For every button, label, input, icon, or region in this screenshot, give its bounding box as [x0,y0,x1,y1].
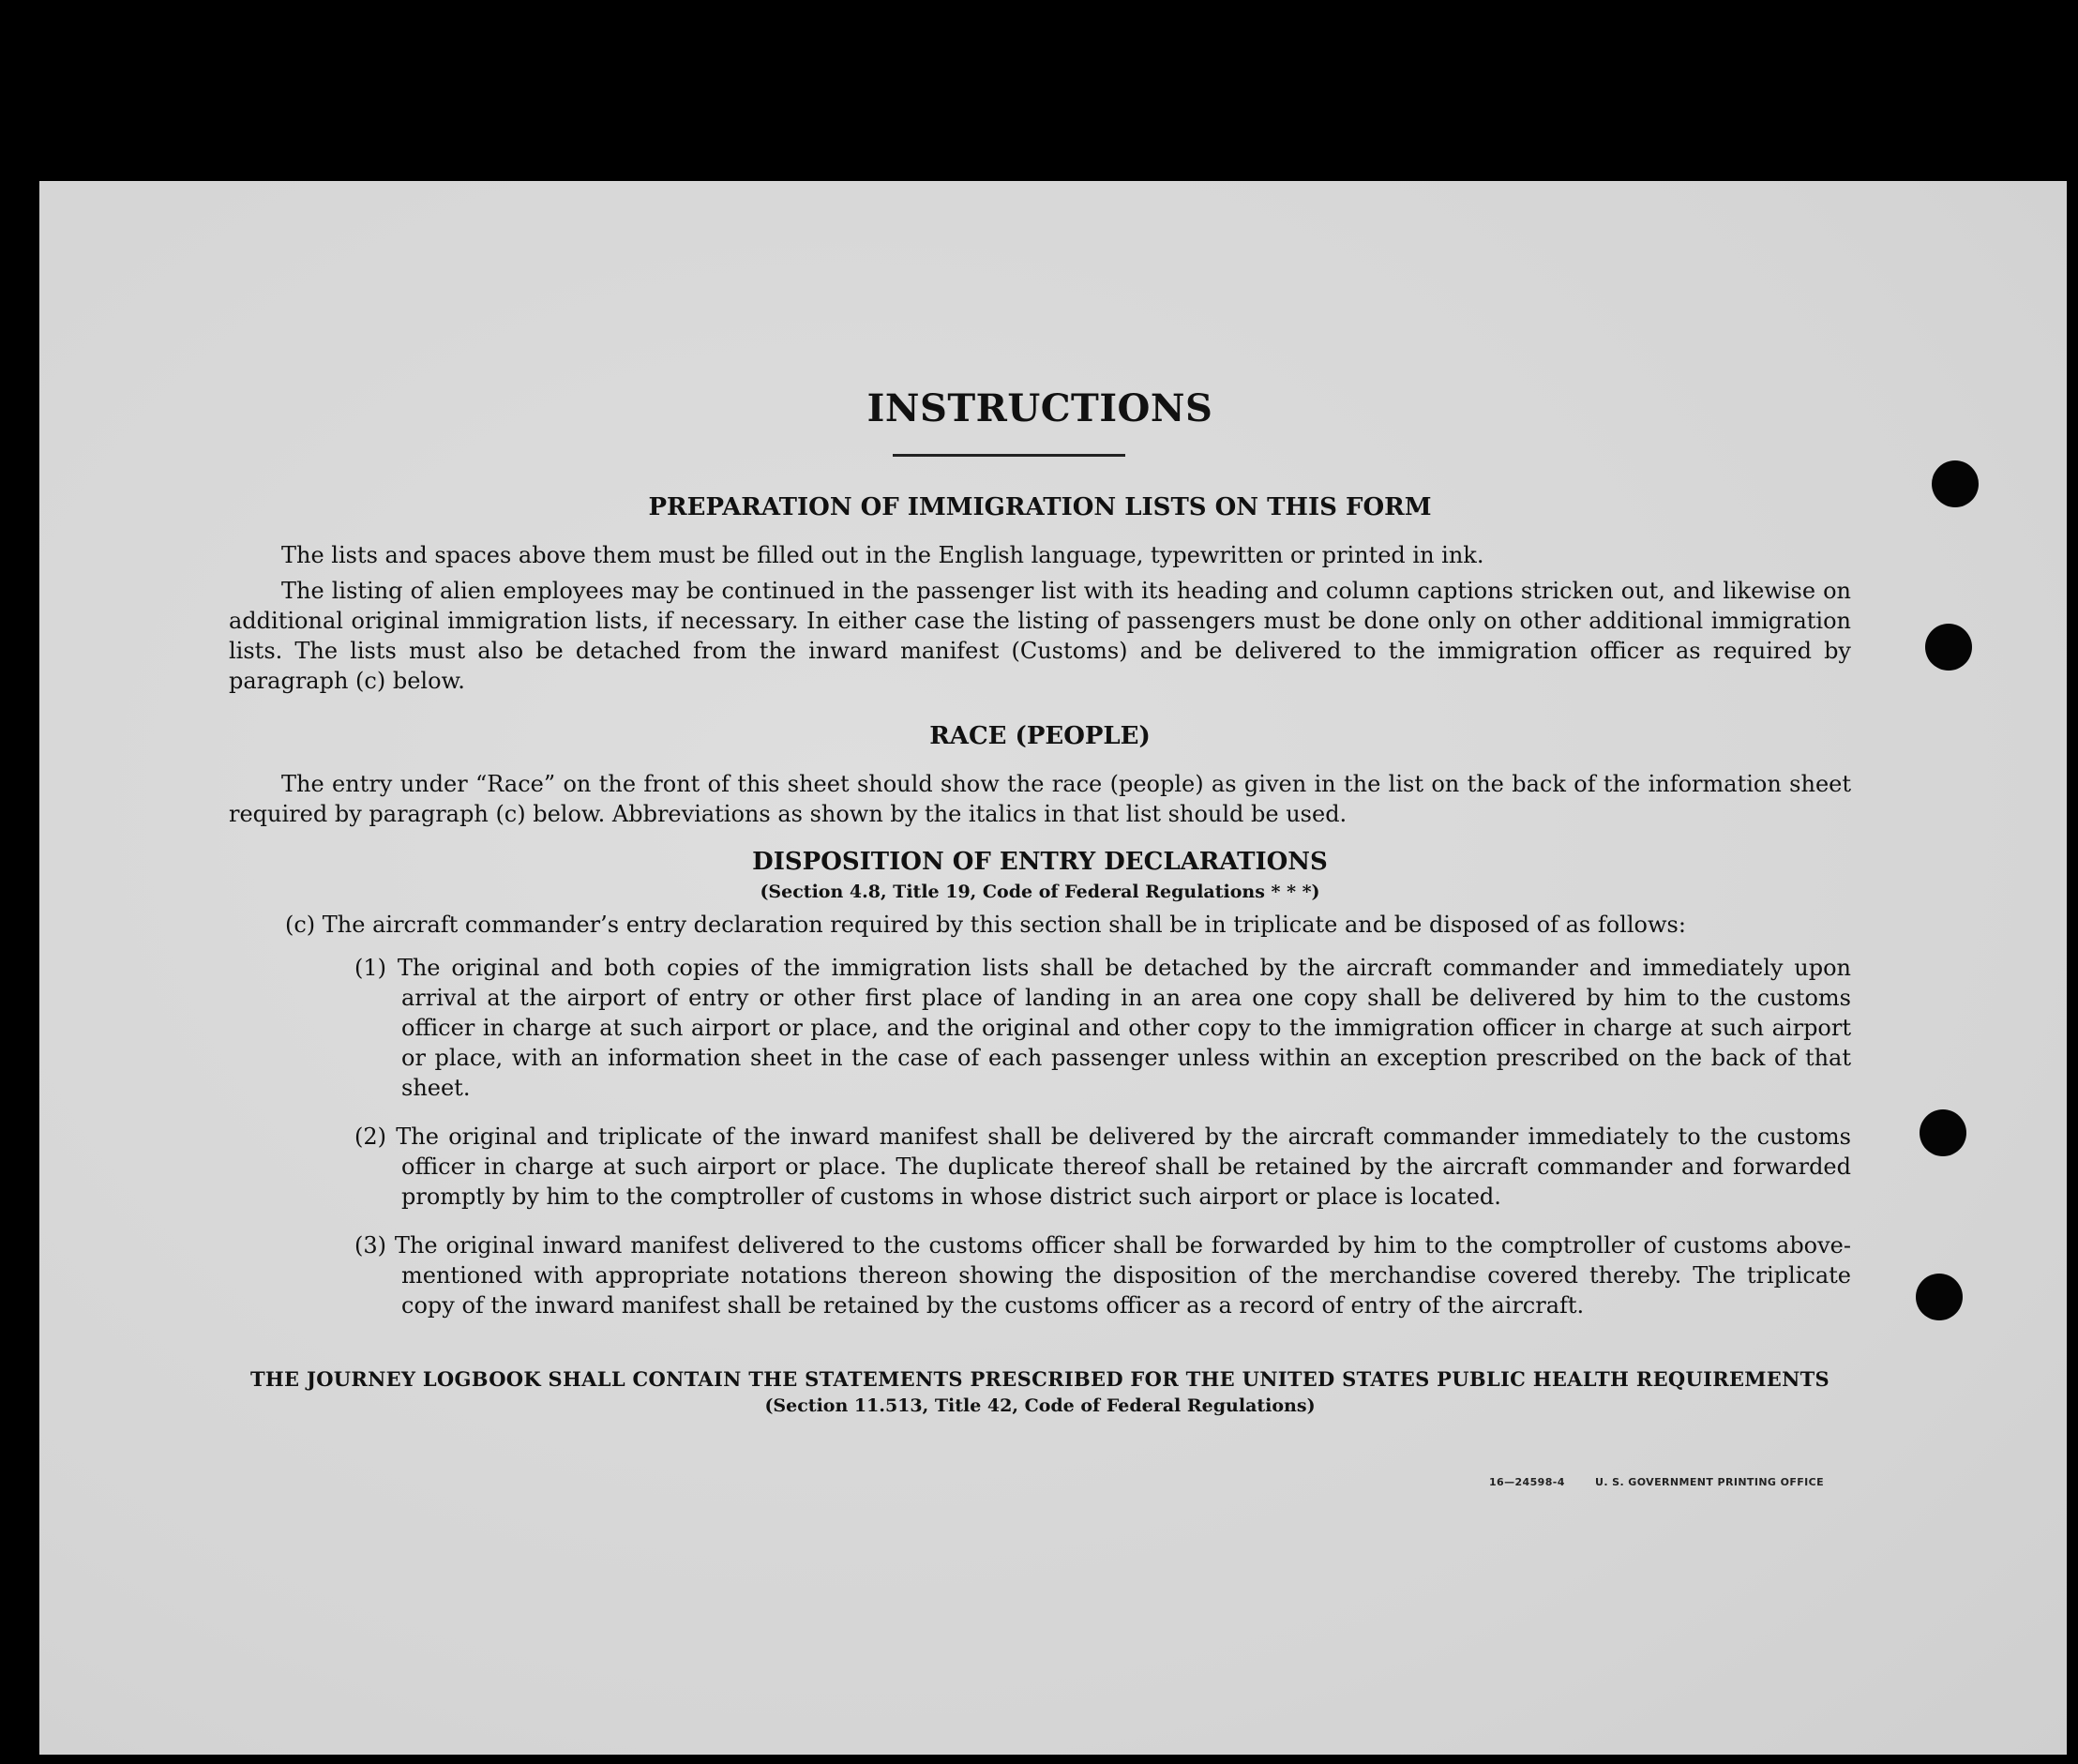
footer-heading: THE JOURNEY LOGBOOK SHALL CONTAIN THE STATEMENTS PRESCRIBED FOR THE UNITED STATES PUBLIC HEALTH REQUIREMENTS [249,1367,1830,1391]
preparation-paragraph: The lists and spaces above them must be filled out in the English language, typewritten or printed in ink. [281,542,1484,568]
page-title: INSTRUCTIONS [866,386,1213,430]
instructions-content [229,384,1851,1418]
disposition-subheading: (Section 4.8, Title 19, Code of Federal Regulations * * *) [760,882,1320,902]
form-number: 16—24598-4 [1489,1476,1565,1488]
preparation-paragraph: The listing of alien employees may be continued in the passenger list with its heading and column captions stricken out, and likewise on additional original immigration lists, if necessary. In either case the listing of passengers must be done only on other additional immigration lists. The lists must also be detached from the inward manifest (Customs) and be delivered to the immigration officer as required by paragraph (c) below. [229,578,1851,694]
race-heading: RACE (PEOPLE) [929,722,1151,750]
disposition-item-2: (2) The original and triplicate of the inward manifest shall be delivered by the aircraft commander immediately to the customs officer in charge at such airport or place. The duplicate thereof shall be retained by the aircraft commander and forwarded promptly by him to the comptroller of customs in whose district such airport or place is located. [354,1123,1851,1210]
disposition-item-3: (3) The original inward manifest delivered to the customs officer shall be forwarded by him to the comptroller of customs above-mentioned with appropriate notations thereon showing the disposition of the merchandise covered thereby. The triplicate copy of the inward manifest shall be retained by the customs officer as a record of entry of the aircraft. [354,1232,1851,1319]
printer-line [1489,1476,1824,1488]
punch-hole [1920,1109,1966,1156]
race-paragraph: The entry under “Race” on the front of this sheet should show the race (people) as given in the list on the back of the information sheet required by paragraph (c) below. Abbreviations as shown by the italics in that list should be used. [229,771,1851,827]
punch-hole [1925,624,1972,671]
footer-subheading: (Section 11.513, Title 42, Code of Federal Regulations) [764,1395,1316,1416]
disposition-heading: DISPOSITION OF ENTRY DECLARATIONS [752,848,1328,876]
disposition-item-c: (c) The aircraft commander’s entry declaration required by this section shall be in triplicate and be disposed of as follows: [285,912,1686,938]
punch-hole [1932,460,1979,507]
preparation-section [229,540,1851,696]
disposition-item-1: (1) The original and both copies of the immigration lists shall be detached by the aircraft commander and immediately upon arrival at the airport of entry or other first place of landing in an area one copy shall be delivered by him to the customs officer in charge at such airport or place, and the original and other copy to the immigration officer in charge at such airport or place, with an information sheet in the case of each passenger unless within an exception prescribed on the back of that sheet. [354,955,1851,1101]
punch-hole [1916,1274,1963,1320]
printing-office: U. S. GOVERNMENT PRINTING OFFICE [1595,1476,1825,1488]
preparation-heading: PREPARATION OF IMMIGRATION LISTS ON THIS FORM [648,493,1432,521]
